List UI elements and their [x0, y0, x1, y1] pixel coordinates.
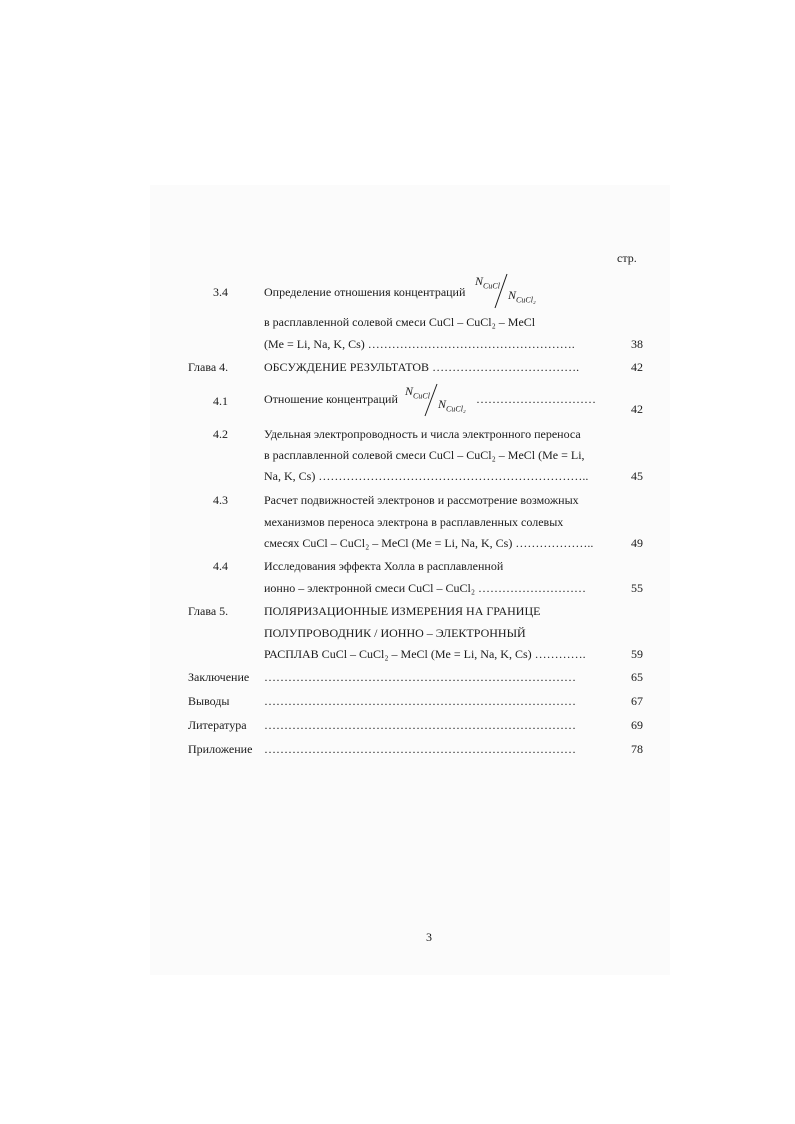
toc-entry-4-4-title-line1: Исследования эффекта Холла в расплавленной — [264, 559, 504, 573]
toc-chapter-4-page: 42 — [631, 360, 643, 374]
fraction-denominator-2: N — [438, 397, 447, 411]
toc-entry-3-4-title-line3: (Me = Li, Na, K, Cs) ……………………………………………. — [264, 337, 575, 351]
fraction-denominator: N — [508, 288, 517, 302]
toc-entry-4-3-title-line3: смесях CuCl – CuCl₂ – MeCl (Me = Li, Na, K, Cs) ……………….. — [264, 536, 594, 550]
fraction-numerator-2: N — [405, 384, 414, 398]
toc-entry-4-3-number: 4.3 — [213, 493, 228, 507]
toc-chapter-5-number: Глава 5. — [188, 604, 229, 618]
toc-entry-4-3-title-line1: Расчет подвижностей электронов и рассмотрение возможных — [264, 493, 579, 507]
toc-chapter-4-title: ОБСУЖДЕНИЕ РЕЗУЛЬТАТОВ ………………………………. — [264, 360, 580, 374]
toc-chapter-5-title-line2: ПОЛУПРОВОДНИК / ИОННО – ЭЛЕКТРОННЫЙ — [264, 626, 526, 640]
fraction-denominator-sub-2: CuCl₂ — [446, 404, 466, 414]
toc-chapter-4-number: Глава 4. — [188, 360, 229, 374]
toc-appendix-label: Приложение — [188, 742, 253, 756]
toc-findings-page: 67 — [631, 694, 643, 708]
fraction-numerator: N — [475, 274, 484, 288]
page-sheet — [150, 185, 670, 975]
toc-appendix-leader: …………………………………………………………………… — [264, 742, 576, 756]
toc-entry-4-1-page: 42 — [631, 402, 643, 416]
page-number: 3 — [426, 930, 432, 944]
toc-entry-3-4-page: 38 — [631, 337, 643, 351]
toc-conclusion-label: Заключение — [188, 670, 250, 684]
concentration-ratio-fraction — [475, 274, 555, 308]
toc-conclusion-page: 65 — [631, 670, 643, 684]
toc-chapter-5-title-line1: ПОЛЯРИЗАЦИОННЫЕ ИЗМЕРЕНИЯ НА ГРАНИЦЕ — [264, 604, 541, 618]
toc-references-page: 69 — [631, 718, 643, 732]
toc-entry-3-4-title-line2: в расплавленной солевой смеси CuCl – CuCl₂ – MeCl — [264, 315, 536, 329]
toc-entry-4-4-title-line2: ионно – электронной смеси CuCl – CuCl₂ ……………………… — [264, 581, 587, 595]
toc-entry-4-2-page: 45 — [631, 469, 643, 483]
fraction-numerator-sub-2: CuCl — [413, 391, 430, 401]
toc-references-leader: …………………………………………………………………… — [264, 718, 576, 732]
toc-findings-leader: …………………………………………………………………… — [264, 694, 576, 708]
toc-entry-4-2-number: 4.2 — [213, 427, 228, 441]
toc-entry-4-3-page: 49 — [631, 536, 643, 550]
toc-entry-4-2-title-line3: Na, K, Cs) ………………………………………………………….. — [264, 469, 589, 483]
toc-conclusion-leader: …………………………………………………………………… — [264, 670, 576, 684]
fraction-numerator-sub: CuCl — [483, 281, 500, 291]
toc-entry-4-2-title-line2: в расплавленной солевой смеси CuCl – CuCl₂ – MeCl (Me = Li, — [264, 448, 585, 462]
toc-entry-4-4-page: 55 — [631, 581, 643, 595]
toc-findings-label: Выводы — [188, 694, 230, 708]
toc-chapter-5-title-line3: РАСПЛАВ CuCl – CuCl₂ – MeCl (Me = Li, Na, K, Cs) …………. — [264, 647, 586, 661]
page-column-label: стр. — [617, 251, 637, 265]
toc-entry-4-1-number: 4.1 — [213, 394, 228, 408]
toc-appendix-page: 78 — [631, 742, 643, 756]
toc-chapter-5-page: 59 — [631, 647, 643, 661]
toc-entry-4-1-leader: ………………………… — [476, 392, 596, 406]
toc-entry-4-2-title-line1: Удельная электропроводность и числа электронного переноса — [264, 427, 581, 441]
toc-entry-3-4-title-line1: Определение отношения концентраций — [264, 285, 466, 299]
toc-references-label: Литература — [188, 718, 247, 732]
toc-entry-4-1-title: Отношение концентраций — [264, 392, 398, 406]
concentration-ratio-fraction-2 — [405, 384, 485, 418]
toc-entry-4-4-number: 4.4 — [213, 559, 228, 573]
toc-entry-3-4-number: 3.4 — [213, 285, 228, 299]
fraction-denominator-sub: CuCl₂ — [516, 295, 536, 305]
toc-entry-4-3-title-line2: механизмов переноса электрона в расплавленных солевых — [264, 515, 564, 529]
